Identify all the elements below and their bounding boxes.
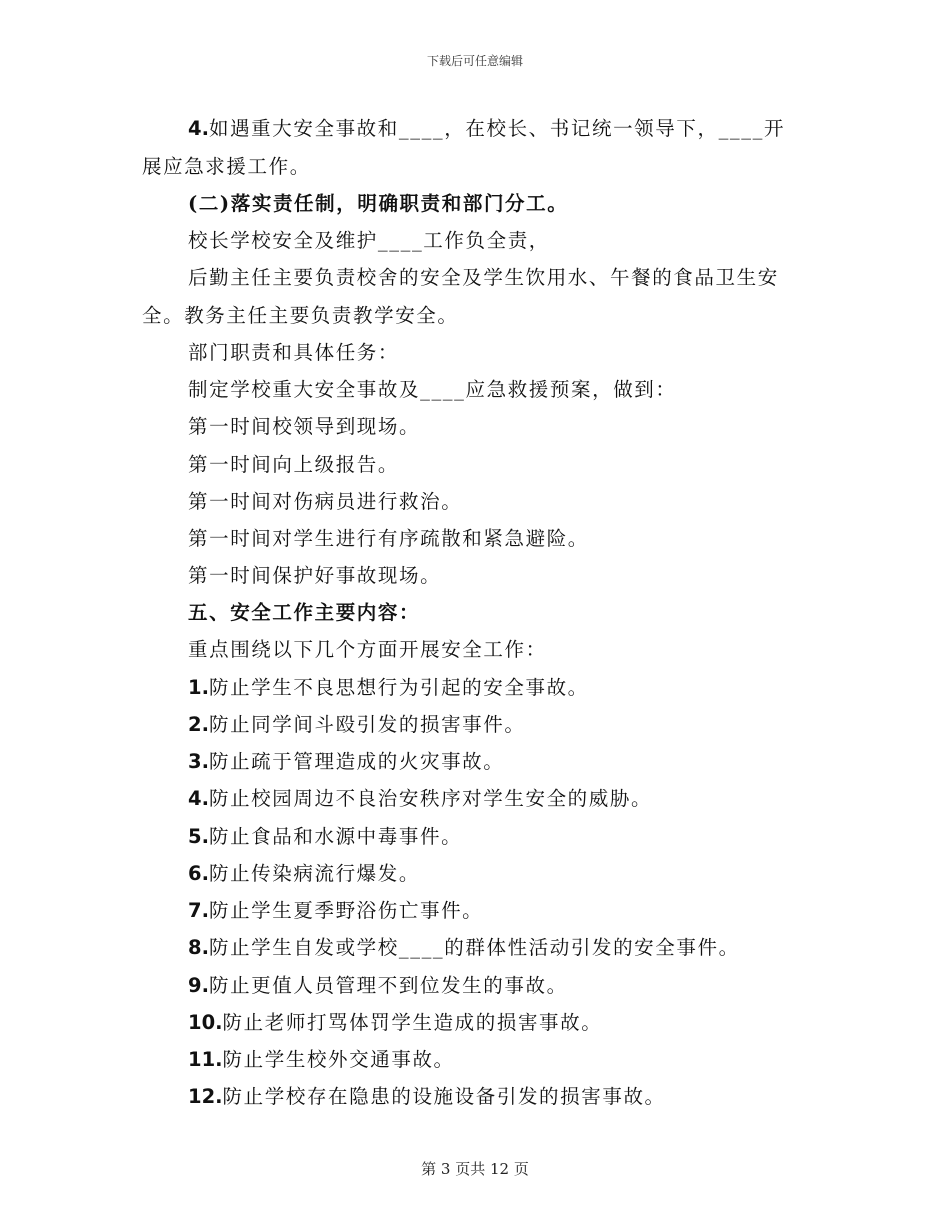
list-item — [188, 672, 589, 700]
item-text: 防止疏于管理造成的火灾事故。 — [208, 750, 505, 773]
paragraph-plan: 制定学校重大安全事故及____应急救援预案，做到： — [188, 378, 677, 401]
item-number: 6. — [188, 862, 209, 885]
item-number: 11. — [188, 1048, 223, 1071]
paragraph-first-5: 第一时间保护好事故现场。 — [188, 564, 442, 587]
list-item — [188, 932, 740, 960]
item-text: 防止老师打骂体罚学生造成的损害事故。 — [222, 1011, 603, 1034]
item-text: 防止学生校外交通事故。 — [222, 1048, 455, 1071]
item-text: 防止同学间斗殴引发的损害事件。 — [208, 713, 526, 736]
item-number: 3. — [188, 750, 209, 773]
item-number: 8. — [188, 936, 209, 959]
list-item — [188, 783, 652, 811]
paragraph-continuation: 展应急求援工作。 — [142, 155, 311, 178]
list-item — [188, 895, 483, 923]
paragraph-principal: 校长学校安全及维护____工作负全责， — [188, 229, 550, 252]
section-heading-5: 五、安全工作主要内容： — [188, 601, 421, 624]
paragraph-first-4: 第一时间对学生进行有序疏散和紧急避险。 — [188, 527, 589, 550]
page-header: 下载后可任意编辑 — [426, 54, 523, 68]
paragraph-first-2: 第一时间向上级报告。 — [188, 453, 400, 476]
paragraph-text: 如遇重大安全事故和____，在校长、书记统一领导下，____开 — [208, 117, 786, 140]
item-number: 12. — [188, 1085, 223, 1108]
paragraph-item-4 — [188, 113, 785, 141]
list-item — [188, 821, 462, 849]
item-number: 4. — [188, 117, 209, 140]
item-number: 4. — [188, 787, 209, 810]
item-text: 防止学生自发或学校____的群体性活动引发的安全事件。 — [208, 936, 740, 959]
item-number: 9. — [188, 974, 209, 997]
item-text: 防止更值人员管理不到位发生的事故。 — [208, 974, 568, 997]
list-item — [188, 1081, 666, 1109]
list-item — [188, 746, 504, 774]
item-text: 防止校园周边不良治安秩序对学生安全的威胁。 — [208, 787, 653, 810]
item-number: 5. — [188, 825, 209, 848]
item-number: 2. — [188, 713, 209, 736]
paragraph-logistics: 后勤主任主要负责校舍的安全及学生饮用水、午餐的食品卫生安 — [188, 266, 779, 289]
paragraph-first-3: 第一时间对伤病员进行救治。 — [188, 490, 463, 513]
item-text: 防止食品和水源中毒事件。 — [208, 825, 463, 848]
list-item — [188, 1044, 455, 1072]
paragraph-dept-duties: 部门职责和具体任务： — [188, 341, 400, 364]
list-item — [188, 1007, 602, 1035]
paragraph-focus: 重点围绕以下几个方面开展安全工作： — [188, 638, 547, 661]
list-item — [188, 858, 420, 886]
list-item — [188, 709, 526, 737]
section-heading-2: (二)落实责任制，明确职责和部门分工。 — [188, 192, 569, 215]
item-number: 10. — [188, 1011, 223, 1034]
item-number: 1. — [188, 676, 209, 699]
item-text: 防止传染病流行爆发。 — [208, 862, 420, 885]
item-number: 7. — [188, 899, 209, 922]
list-item — [188, 970, 568, 998]
item-text: 防止学生不良思想行为引起的安全事故。 — [208, 676, 589, 699]
paragraph-continuation: 全。教务主任主要负责教学安全。 — [142, 304, 459, 327]
page-footer: 第 3 页共 12 页 — [421, 1160, 529, 1178]
paragraph-first-1: 第一时间校领导到现场。 — [188, 415, 421, 438]
item-text: 防止学校存在隐患的设施设备引发的损害事故。 — [222, 1085, 666, 1108]
item-text: 防止学生夏季野浴伤亡事件。 — [208, 899, 484, 922]
